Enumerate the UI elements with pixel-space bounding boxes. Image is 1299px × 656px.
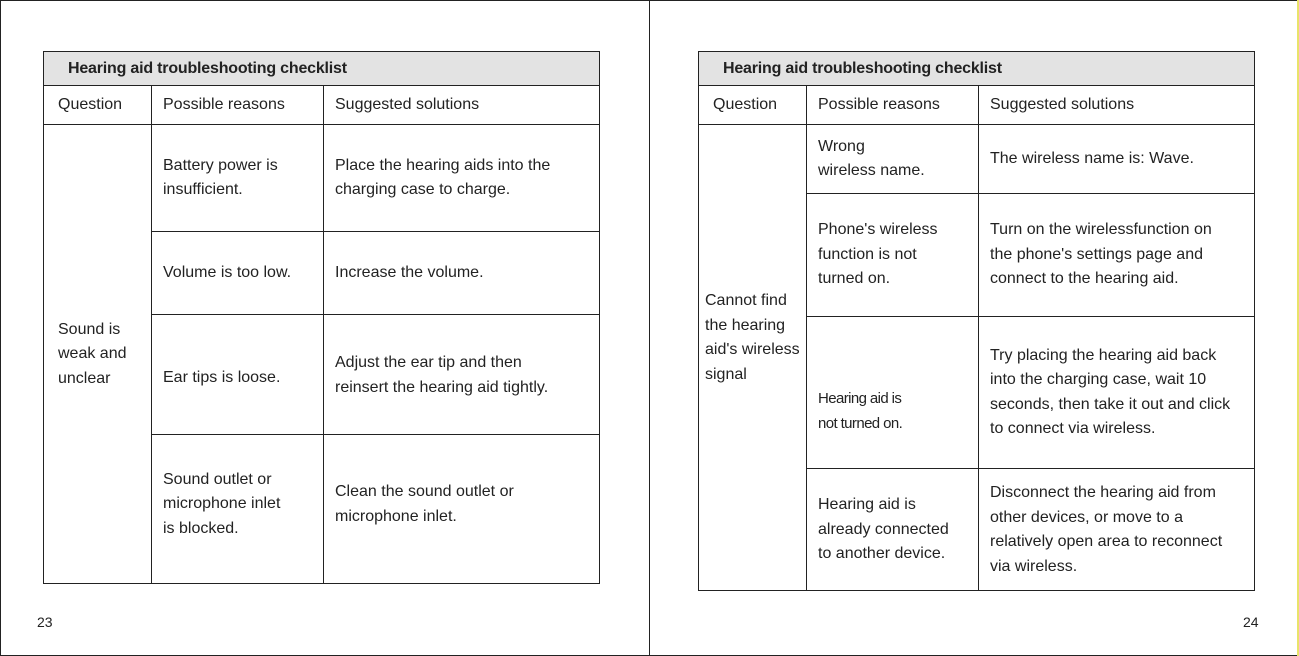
left-question-text: Sound is weak and unclear [58, 320, 127, 387]
right-solution-2: Turn on the wirelessfunction on the phone's settings page and connect to the hearing aid. [990, 221, 1212, 288]
left-reason-3: Ear tips is loose. [163, 369, 281, 387]
page-number-right: 24 [1243, 614, 1259, 630]
right-reason-4: Hearing aid is already connected to another device. [818, 496, 949, 563]
left-col-reasons: Possible reasons [163, 95, 285, 113]
right-troubleshooting-table [698, 51, 1255, 591]
left-troubleshooting-table [43, 51, 600, 584]
right-col-reasons: Possible reasons [818, 95, 940, 113]
page-gutter [649, 0, 650, 656]
left-col-solutions: Suggested solutions [335, 95, 480, 113]
left-reason-2: Volume is too low. [163, 263, 292, 281]
right-solution-1: The wireless name is: Wave. [990, 149, 1194, 167]
left-solution-2: Increase the volume. [335, 263, 484, 281]
left-solution-3: Adjust the ear tip and then reinsert the hearing aid tightly. [335, 354, 549, 396]
left-table-title: Hearing aid troubleshooting checklist [44, 52, 599, 86]
left-reason-4: Sound outlet or microphone inlet is blocked. [163, 470, 281, 537]
right-table-title: Hearing aid troubleshooting checklist [699, 52, 1254, 86]
left-solution-1: Place the hearing aids into the charging case to charge. [335, 156, 551, 198]
right-question-text: Cannot find the hearing aid's wireless signal [705, 292, 800, 383]
right-reason-2: Phone's wireless function is not turned on. [818, 221, 938, 288]
page-number-left: 23 [37, 614, 53, 630]
left-col-question: Question [58, 95, 123, 113]
right-col-solutions: Suggested solutions [990, 95, 1135, 113]
right-solution-3: Try placing the hearing aid back into the charging case, wait 10 seconds, then take it out and click to connect via wireless. [990, 346, 1231, 437]
right-reason-3: Hearing aid is not turned on. [818, 390, 903, 432]
right-solution-4: Disconnect the hearing aid from other devices, or move to a relatively open area to reconnect via wireless. [990, 484, 1223, 575]
right-reason-1: Wrong wireless name. [818, 137, 925, 179]
left-solution-4: Clean the sound outlet or microphone inlet. [335, 483, 514, 525]
right-col-question: Question [713, 95, 778, 113]
left-reason-1: Battery power is insufficient. [163, 156, 278, 198]
